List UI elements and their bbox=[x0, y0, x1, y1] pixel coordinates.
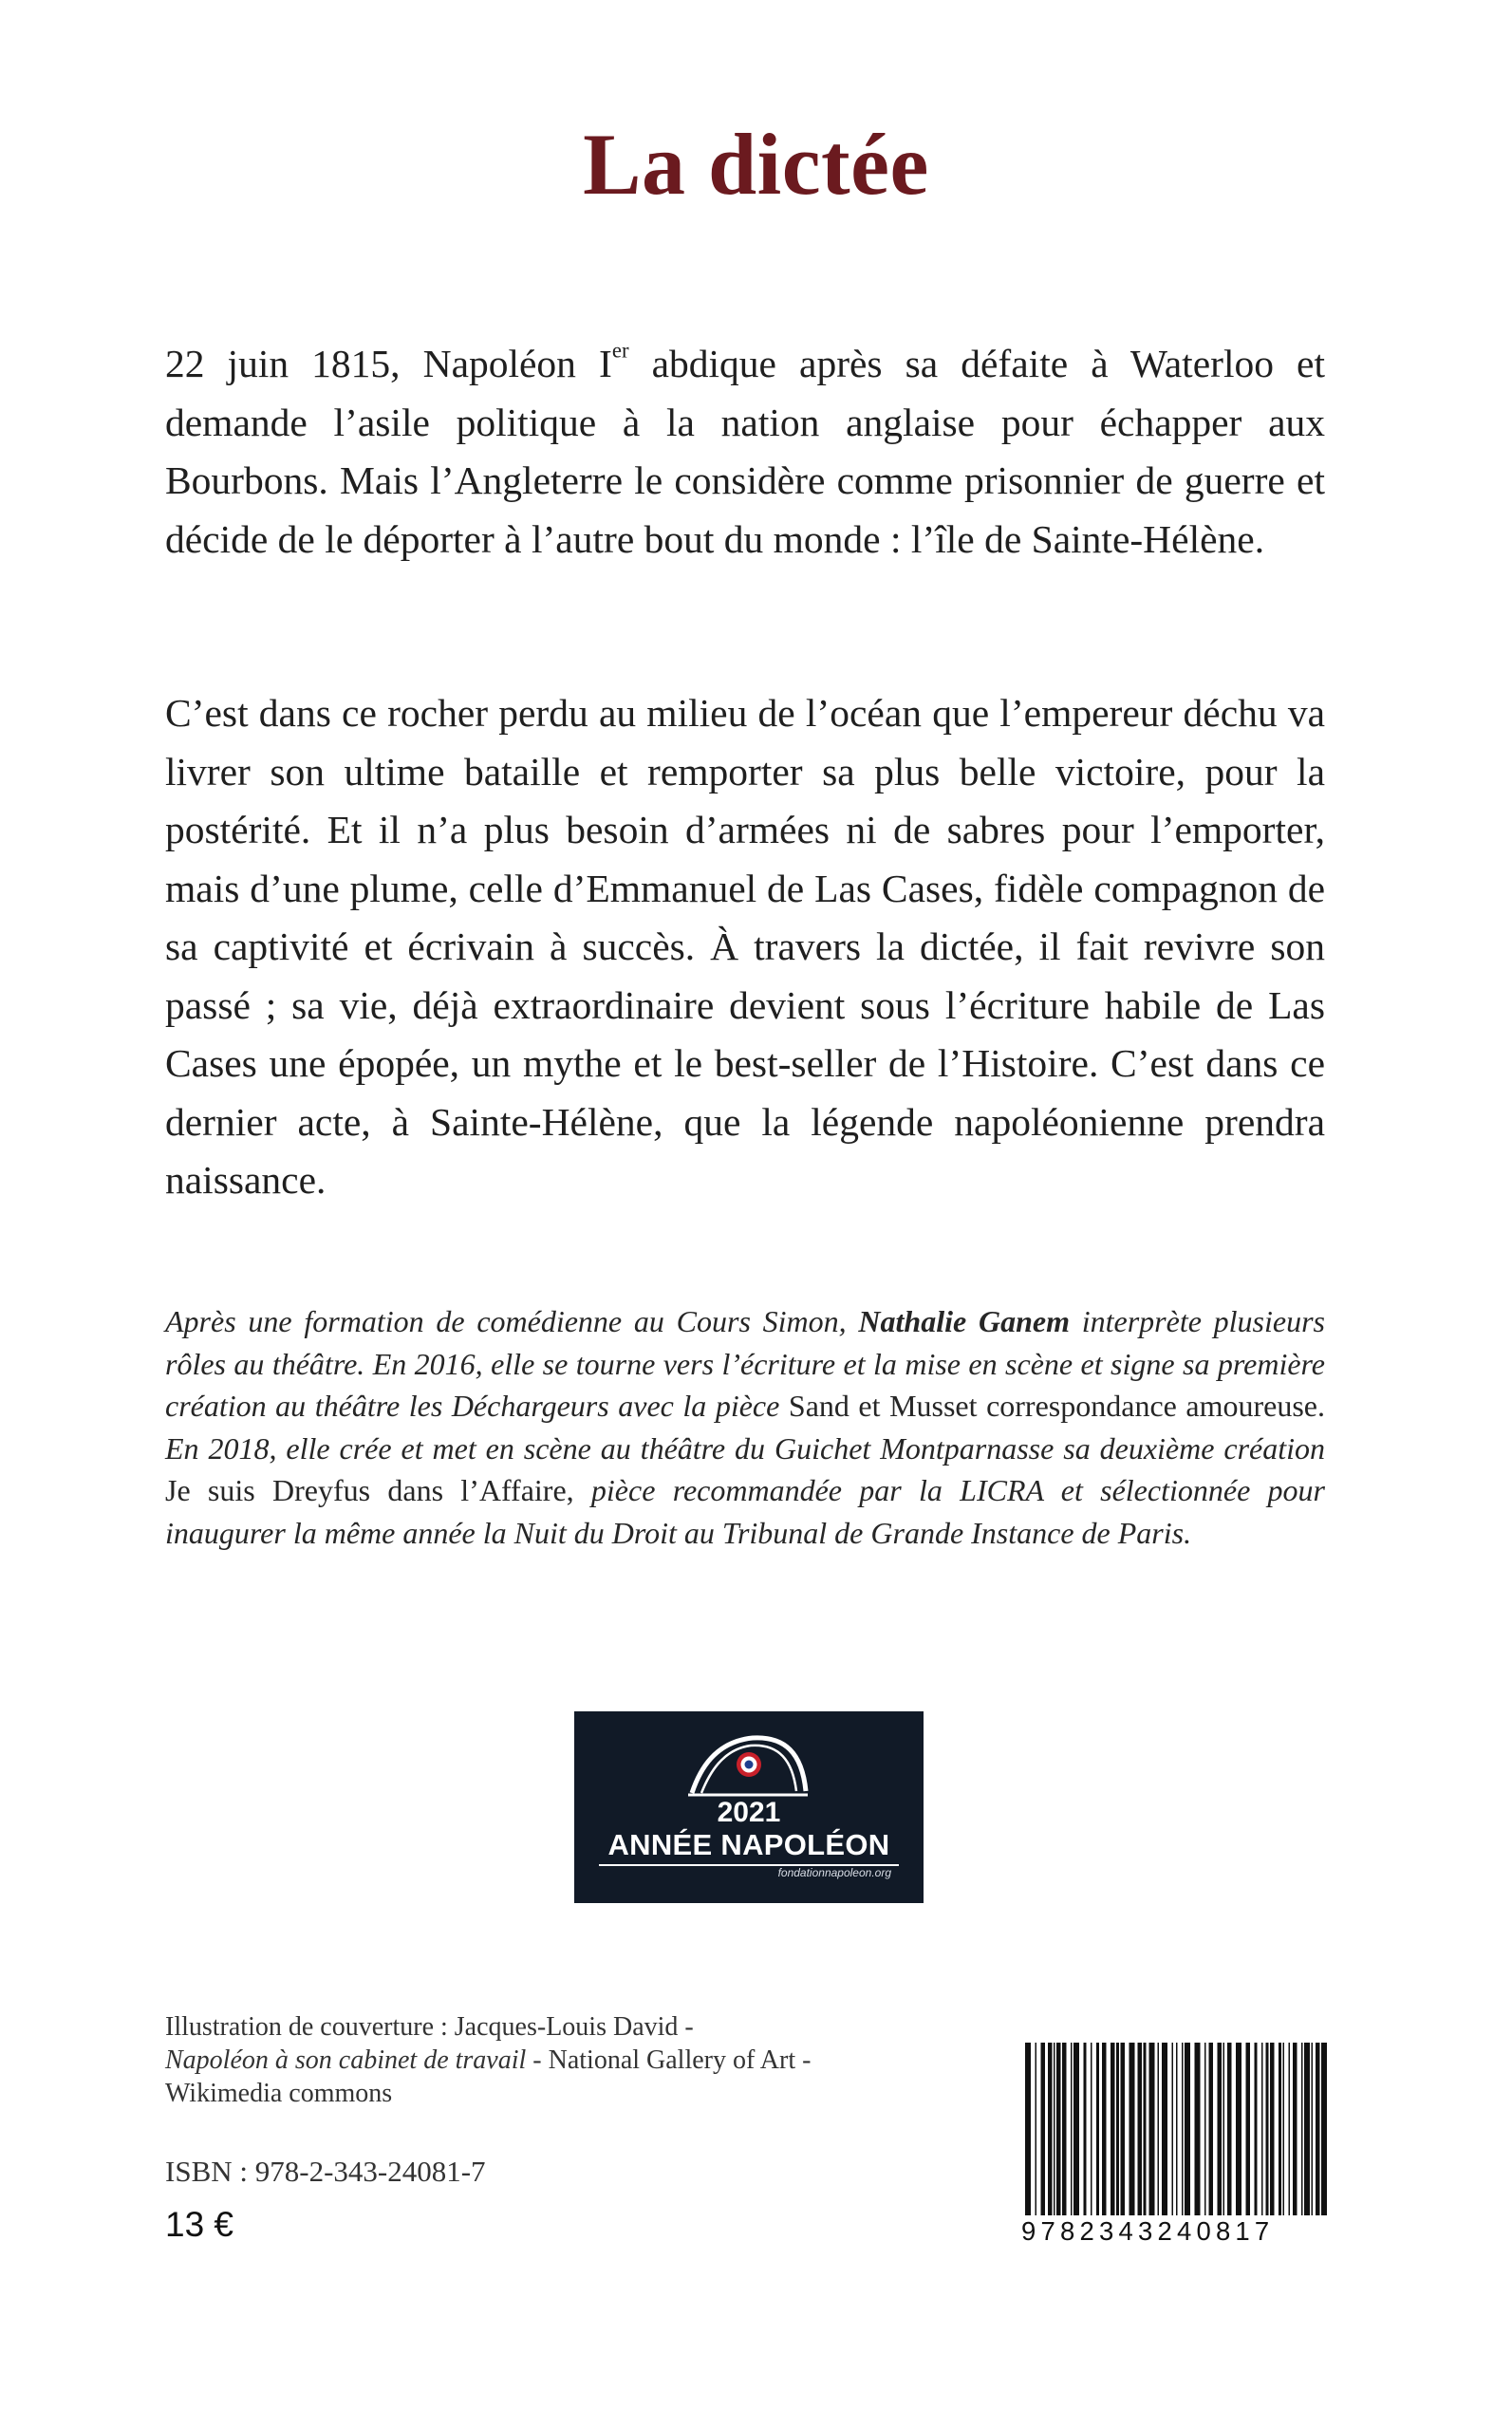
barcode-bar bbox=[1270, 2043, 1275, 2215]
barcode-bar bbox=[1182, 2043, 1184, 2215]
artwork-title: Napoléon à son cabinet de travail bbox=[165, 2045, 527, 2075]
barcode-bar bbox=[1158, 2043, 1160, 2215]
barcode-bar bbox=[1209, 2043, 1214, 2215]
barcode-bar bbox=[1321, 2043, 1327, 2215]
barcode-bar bbox=[1091, 2043, 1092, 2215]
barcode-bar bbox=[1116, 2043, 1119, 2215]
barcode-bar bbox=[1102, 2043, 1107, 2215]
cover-credits: Illustration de couverture : Jacques-Louis David - Napoléon à son cabinet de travail - National Gallery of Art - Wikimedia commons bbox=[165, 2012, 812, 2108]
logo-name: ANNÉE NAPOLÉON bbox=[607, 1828, 890, 1861]
barcode-bar bbox=[1227, 2043, 1232, 2215]
barcode-bar bbox=[1025, 2043, 1031, 2215]
barcode-bar bbox=[1162, 2043, 1167, 2215]
barcode-bar bbox=[1041, 2043, 1046, 2215]
barcode-bar bbox=[1261, 2043, 1263, 2215]
barcode-bar bbox=[1172, 2043, 1174, 2215]
barcode-bar bbox=[1054, 2043, 1055, 2215]
barcode-bar bbox=[1289, 2043, 1291, 2215]
logo-url: fondationnapoleon.org bbox=[777, 1866, 891, 1879]
barcode-bar bbox=[1048, 2043, 1053, 2215]
annee-napoleon-logo bbox=[574, 1711, 924, 1903]
barcode-bar bbox=[1036, 2043, 1037, 2215]
barcode-bar bbox=[1255, 2043, 1258, 2215]
barcode-bar bbox=[1084, 2043, 1087, 2215]
bicorne-hat-icon bbox=[686, 1732, 812, 1799]
barcode-bar bbox=[1062, 2043, 1067, 2215]
barcode-bar bbox=[1316, 2043, 1320, 2215]
barcode-bar bbox=[1111, 2043, 1115, 2215]
barcode-bar bbox=[1283, 2043, 1285, 2215]
barcode-bar bbox=[1185, 2043, 1190, 2215]
barcode-bar bbox=[1149, 2043, 1155, 2215]
barcode-bar bbox=[1218, 2043, 1223, 2215]
barcode-bar bbox=[1073, 2043, 1079, 2215]
book-title: La dictée bbox=[583, 116, 929, 213]
barcode-bar bbox=[1056, 2043, 1061, 2215]
barcode-bar bbox=[1312, 2043, 1314, 2215]
summary-paragraph-1: 22 juin 1815, Napoléon Ier abdique après sa défaite à Waterloo et demande l’asile politique à la nation anglaise pour échapper aux Bourbons. Mais l’Angleterre le considère comme prisonnier de guerre et décide de le déporter à l’autre bout du monde : l’île de Sainte-Hélène. bbox=[165, 338, 1325, 561]
barcode-bar bbox=[1279, 2043, 1281, 2215]
barcode-bars bbox=[1021, 2043, 1335, 2215]
summary-paragraph-2: C’est dans ce rocher perdu au milieu de l’océan que l’empereur déchu va livrer son ultime bataille et remporter sa plus belle victoire, pour la postérité. Et il n’a plus besoin d’armées ni de sabres pour l’emporter, mais d’une plume, celle d’Emmanuel de Las Cases, fidèle compagnon de sa captivité et écrivain à succès. À travers la dictée, il fait revivre son passé ; sa vie, déjà extraordinaire devient sous l’écriture habile de Las Cases une épopée, un mythe et le best-seller de l’Histoire. C’est dans ce dernier acte, à Sainte-Hélène, que la légende napoléonienne prendra naissance. bbox=[165, 691, 1325, 1202]
barcode-bar bbox=[1195, 2043, 1201, 2215]
barcode-bar bbox=[1246, 2043, 1251, 2215]
barcode-bar bbox=[1176, 2043, 1178, 2215]
barcode-bar bbox=[1293, 2043, 1297, 2215]
barcode-bar bbox=[1121, 2043, 1126, 2215]
author-bio: Après une formation de comédienne au Cours Simon, Nathalie Ganem interprète plusieurs rôles au théâtre. En 2016, elle se tourne vers l’écriture et la mise en scène et signe sa première création au théâtre les Déchargeurs avec la pièce Sand et Musset correspondance amoureuse. En 2018, elle crée et met en scène au théâtre du Guichet Montparnasse sa deuxième création Je suis Dreyfus dans l’Affaire, pièce recommandée par la LICRA et sélectionnée pour inaugurer la même année la Nuit du Droit au Tribunal de Grande Instance de Paris. bbox=[165, 1304, 1326, 1550]
barcode-bar bbox=[1304, 2043, 1310, 2215]
barcode-bar bbox=[1236, 2043, 1241, 2215]
barcode-bar bbox=[1129, 2043, 1135, 2215]
barcode-bar bbox=[1301, 2043, 1303, 2215]
author-name: Nathalie Ganem bbox=[858, 1304, 1070, 1338]
barcode-bar bbox=[1204, 2043, 1206, 2215]
isbn: ISBN : 978-2-343-24081-7 bbox=[165, 2155, 486, 2188]
logo-year: 2021 bbox=[717, 1797, 781, 1828]
barcode-bar bbox=[1138, 2043, 1143, 2215]
barcode-bar bbox=[1144, 2043, 1147, 2215]
barcode-bar bbox=[1071, 2043, 1073, 2215]
work-title-1: Sand et Musset correspondance amoureuse. bbox=[788, 1389, 1326, 1423]
barcode-bar bbox=[1266, 2043, 1269, 2215]
price: 13 € bbox=[165, 2205, 234, 2244]
barcode-bar bbox=[1223, 2043, 1225, 2215]
barcode-digits: 9782343240817 bbox=[1021, 2216, 1275, 2246]
work-title-2: Je suis Dreyfus dans l’Affaire, bbox=[165, 1473, 574, 1507]
barcode-bar bbox=[1096, 2043, 1099, 2215]
barcode bbox=[1021, 2043, 1335, 2259]
